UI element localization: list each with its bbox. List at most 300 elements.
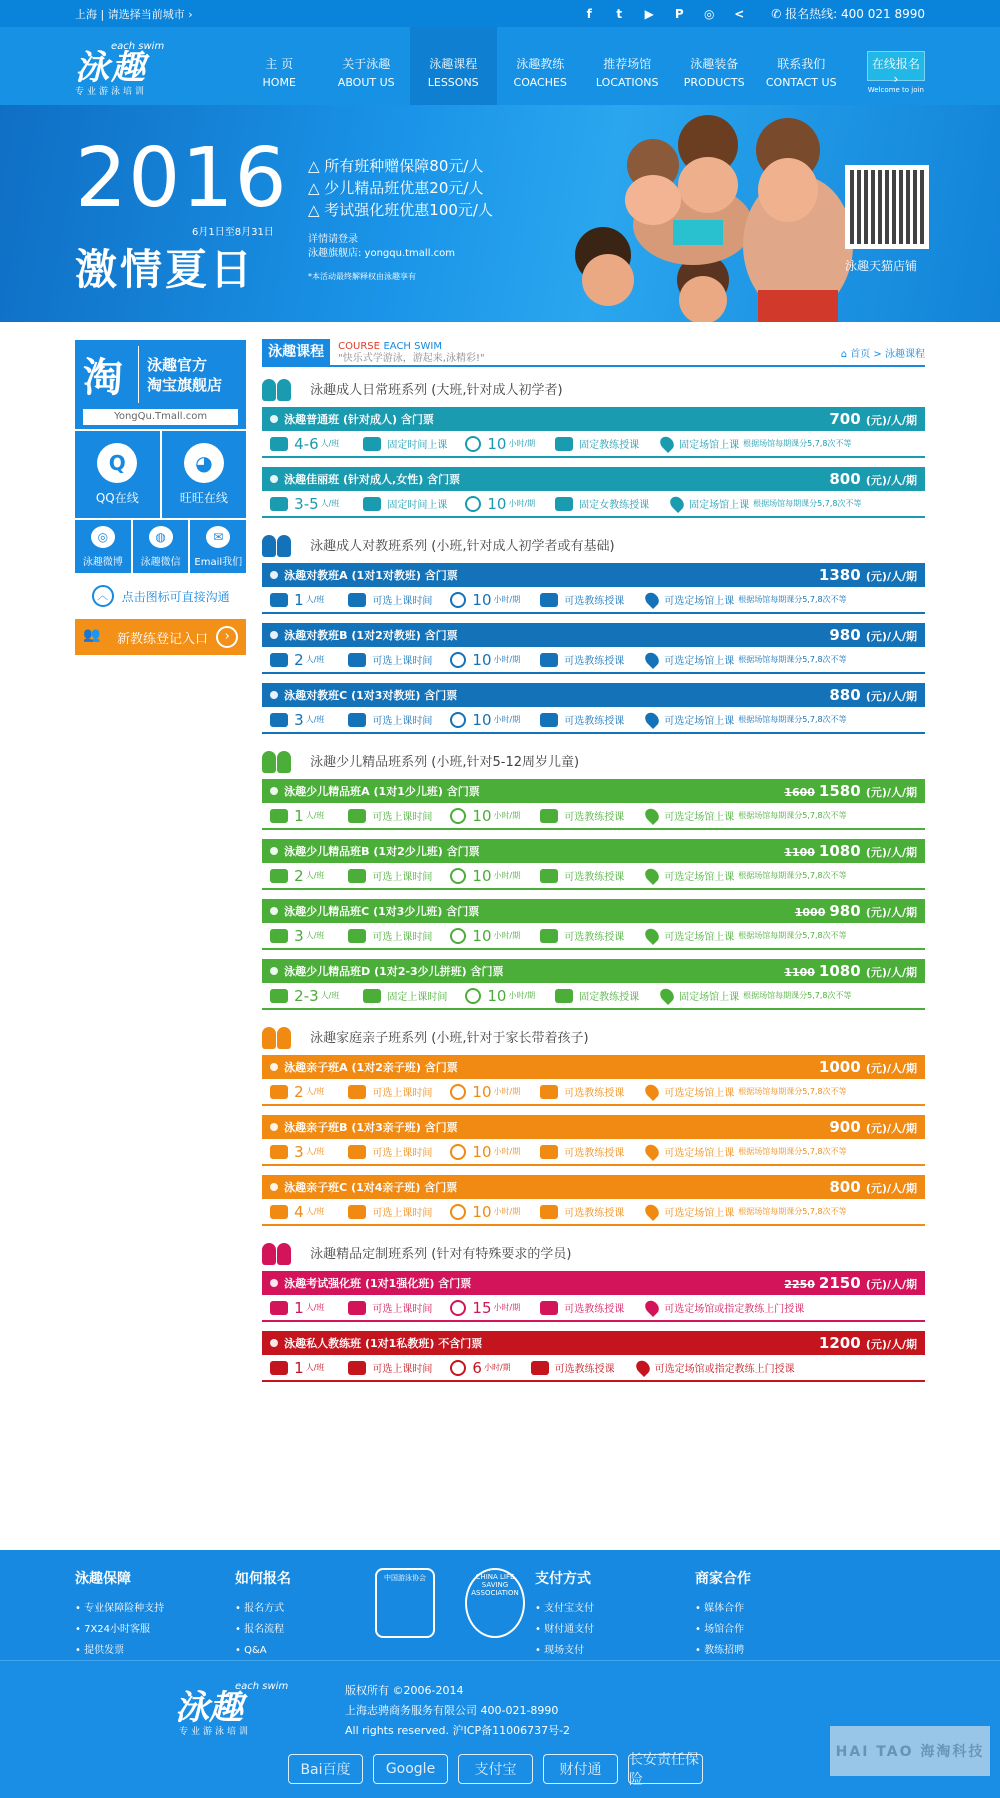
course-price-unit: (元)/人/期 [865, 1278, 917, 1291]
course-name: 泳趣考试强化班 (1对1强化班) 含门票 [284, 1277, 472, 1290]
course-price: 980 [829, 902, 861, 920]
detail-item [348, 928, 432, 943]
detail-item [348, 1300, 432, 1315]
partner-logo[interactable]: 长安责任保险 [628, 1754, 703, 1784]
footer-col-list [535, 1598, 695, 1661]
promo-banner[interactable] [0, 105, 1000, 322]
swimming-association-logo: 中国游泳协会 [375, 1568, 435, 1638]
weibo-button[interactable] [75, 520, 131, 573]
venue-tip: 根据场馆每期课分5,7,8次不等 [738, 931, 847, 940]
footer-logo [175, 1681, 315, 1741]
hours-unit: 小时/期 [508, 991, 536, 1000]
course-bar[interactable] [262, 563, 925, 587]
bullet-icon [270, 415, 278, 423]
coach-text: 固定教练授课 [579, 440, 640, 451]
swimmers-photo [533, 105, 893, 322]
main-nav [0, 27, 1000, 105]
nav-item-products[interactable] [671, 27, 758, 105]
location-pin-icon [643, 1142, 662, 1161]
series-title: 泳趣成人日常班系列 (大班,针对成人初学者) [310, 382, 563, 398]
detail-item [450, 1143, 520, 1161]
schedule-text: 可选上课时间 [372, 812, 433, 823]
detail-item [540, 928, 624, 943]
course-name: 泳趣对教班A (1对1对教班) 含门票 [284, 569, 458, 582]
qr-label: 泳趣天猫店铺 [845, 259, 918, 273]
footer-col-title: 泳趣保障 [75, 1571, 131, 1587]
course-price-wrap [795, 902, 917, 920]
course-price-unit: (元)/人/期 [865, 474, 917, 487]
course-price: 1200 [818, 1334, 861, 1352]
coach-text: 可选教练授课 [564, 1088, 625, 1099]
coach-text: 可选教练授课 [564, 872, 625, 883]
footer-link[interactable]: • 媒体合作 [695, 1598, 855, 1619]
course-bar[interactable] [262, 467, 925, 491]
footer-logo-en: each swim [235, 1681, 289, 1692]
course-details [262, 707, 925, 734]
coach-icon [540, 809, 558, 823]
course-card [262, 623, 925, 674]
calendar-icon [348, 1361, 366, 1375]
hours-unit: 小时/期 [493, 1207, 521, 1216]
people-icon [270, 1085, 288, 1099]
hours-value: 10 [472, 926, 492, 945]
copyright [345, 1681, 570, 1741]
logo-slogan: 专业游泳培训 [75, 87, 148, 97]
course-bar[interactable] [262, 779, 925, 803]
class-size-unit: 人/班 [320, 439, 340, 448]
venue-text: 可选定场馆或指定教练上门授课 [664, 1304, 805, 1315]
hours-value: 10 [487, 434, 507, 453]
partner-logo[interactable]: Google [373, 1754, 448, 1784]
venue-text: 可选定场馆上课 [664, 1208, 735, 1219]
course-bar[interactable] [262, 899, 925, 923]
course-name: 泳趣少儿精品班A (1对1少儿班) 含门票 [284, 785, 480, 798]
main [0, 322, 1000, 1391]
partner-logo[interactable]: Bai百度 [288, 1754, 363, 1784]
clock-icon [450, 1084, 466, 1100]
venue-text: 可选定场馆上课 [664, 812, 735, 823]
content [262, 340, 925, 1391]
calendar-icon [348, 1205, 366, 1219]
course-card [262, 683, 925, 734]
footer-link[interactable]: • 现场支付 [535, 1640, 695, 1661]
course-card [262, 1271, 925, 1322]
footer-col [535, 1568, 695, 1660]
detail-item [270, 711, 324, 729]
signup-label: 在线报名 › [871, 57, 920, 86]
nav-item-home[interactable] [236, 27, 323, 105]
coach-icon [540, 869, 558, 883]
wangwang-online-button[interactable] [162, 431, 247, 518]
twitter-icon[interactable]: t [616, 6, 623, 21]
detail-item [450, 1359, 510, 1377]
course-price-unit: (元)/人/期 [865, 690, 917, 703]
series-people-icon [262, 747, 300, 773]
course-card [262, 467, 925, 518]
weixin-label: 泳趣微信 [140, 557, 181, 568]
taobao-text: 泳趣官方 淘宝旗舰店 [147, 355, 223, 394]
class-size: 2-3 [294, 986, 319, 1005]
coach-icon [540, 713, 558, 727]
class-size-unit: 人/班 [305, 931, 325, 940]
footer-columns [75, 1550, 925, 1660]
course-price: 800 [829, 1178, 861, 1196]
footer-col-list [75, 1598, 235, 1661]
detail-item [646, 1300, 804, 1315]
footer-link[interactable]: • 教练招聘 [695, 1640, 855, 1661]
partner-logo[interactable]: 支付宝 [458, 1754, 533, 1784]
venue-text: 固定场馆上课 [689, 500, 750, 511]
venue-text: 可选定场馆上课 [664, 872, 735, 883]
series-heading [262, 1235, 925, 1269]
venue-text: 可选定场馆上课 [664, 716, 735, 727]
nav-item-en: LOCATIONS [595, 76, 659, 89]
nav-item-locations[interactable] [584, 27, 671, 105]
qq-online-button[interactable] [75, 431, 160, 518]
course-details [262, 491, 925, 518]
detail-item [348, 808, 432, 823]
top-bar [0, 0, 1000, 27]
people-icon [270, 1205, 288, 1219]
location-pin-icon [668, 494, 687, 513]
coach-text: 可选教练授课 [554, 1364, 615, 1375]
series-heading [262, 743, 925, 777]
class-size: 4-6 [294, 434, 319, 453]
bullet-icon [270, 1183, 278, 1191]
bullet-icon [270, 967, 278, 975]
venue-tip: 根据场馆每期课分5,7,8次不等 [738, 655, 847, 664]
bullet-icon [270, 571, 278, 579]
location-pin-icon [643, 1202, 662, 1221]
nav-item-cn: 泳趣教练 [516, 57, 565, 71]
weibo-icon[interactable]: ◎ [704, 6, 715, 21]
coach-icon [555, 497, 573, 511]
course-details [262, 803, 925, 830]
schedule-text: 固定时间上课 [387, 440, 448, 451]
detail-item [646, 1084, 846, 1099]
logo-cn: 泳趣 [75, 48, 147, 88]
bullet-icon [270, 907, 278, 915]
course-old-price: 1100 [784, 966, 815, 979]
hours-value: 10 [472, 1082, 492, 1101]
detail-item [531, 1360, 615, 1375]
email-button[interactable] [190, 520, 246, 573]
course-details [262, 1199, 925, 1226]
course-bar[interactable] [262, 1175, 925, 1199]
copy-line-2: 上海志骋商务服务有限公司 400-021-8990 [345, 1704, 559, 1717]
course-bar[interactable] [262, 623, 925, 647]
association-logos [375, 1568, 535, 1660]
weibo-icon: ◎ [91, 526, 115, 548]
qq-icon: Q [97, 443, 137, 483]
social-links [581, 6, 747, 22]
hours-unit: 小时/期 [493, 715, 521, 724]
clock-icon [450, 1144, 466, 1160]
class-size: 1 [294, 590, 304, 609]
coach-text: 可选教练授课 [564, 932, 625, 943]
schedule-text: 可选上课时间 [372, 872, 433, 883]
detail-item [646, 928, 846, 943]
people-icon [270, 653, 288, 667]
weixin-button[interactable] [133, 520, 189, 573]
hours-value: 10 [487, 494, 507, 513]
lifesaving-association-logo: CHINA LIFE SAVING ASSOCIATION [465, 1568, 525, 1638]
banner-note: *本活动最终解释权由泳趣享有 [308, 272, 416, 281]
course-bar[interactable] [262, 1331, 925, 1355]
course-bar[interactable] [262, 407, 925, 431]
partner-logos [288, 1752, 703, 1788]
venue-text: 可选定场馆上课 [664, 1148, 735, 1159]
nav-item-coaches[interactable] [497, 27, 584, 105]
course-price: 1080 [818, 962, 861, 980]
hours-unit: 小时/期 [493, 811, 521, 820]
class-size-unit: 人/班 [305, 1087, 325, 1096]
detail-item [465, 987, 535, 1005]
footer-link[interactable]: • Q&A [235, 1640, 395, 1661]
hours-unit: 小时/期 [493, 871, 521, 880]
pinterest-icon[interactable]: P [674, 6, 684, 21]
series-title: 泳趣家庭亲子班系列 (小班,针对于家长带着孩子) [310, 1030, 589, 1046]
course-card [262, 407, 925, 458]
course-price-wrap [784, 1274, 917, 1292]
course-price-unit: (元)/人/期 [865, 570, 917, 583]
footer-link[interactable]: • 支付宝支付 [535, 1598, 695, 1619]
banner-offers [308, 155, 493, 221]
clock-icon [450, 808, 466, 824]
footer-link[interactable]: • 7X24小时客服 [75, 1619, 235, 1640]
nav-item-contact-us[interactable] [758, 27, 845, 105]
hours-unit: 小时/期 [508, 499, 536, 508]
logo[interactable] [75, 27, 216, 105]
detail-item [540, 652, 624, 667]
course-name: 泳趣私人教练班 (1对1私教班) 不含门票 [284, 1337, 483, 1350]
venue-text: 可选定场馆上课 [664, 1088, 735, 1099]
course-card [262, 1055, 925, 1106]
coach-register-button[interactable] [75, 619, 246, 655]
each-swim-en: EACH SWIM [383, 341, 442, 352]
course-name: 泳趣少儿精品班C (1对3少儿班) 含门票 [284, 905, 480, 918]
course-old-price: 2250 [784, 1278, 815, 1291]
footer-logo-slogan: 专业游泳培训 [179, 1727, 252, 1737]
class-size: 4 [294, 1202, 304, 1221]
email-icon: ✉ [206, 526, 230, 548]
venue-tip: 根据场馆每期课分5,7,8次不等 [738, 595, 847, 604]
qq-label: QQ在线 [95, 491, 139, 505]
class-size: 3-5 [294, 494, 319, 513]
detail-item [270, 987, 339, 1005]
footer-col-title: 支付方式 [535, 1571, 591, 1587]
calendar-icon [348, 929, 366, 943]
banner-year: 2016 [75, 131, 288, 226]
course-bar[interactable] [262, 683, 925, 707]
people-icon [270, 1145, 288, 1159]
course-bar[interactable] [262, 1271, 925, 1295]
nav-item-lessons[interactable] [410, 27, 497, 105]
coach-text: 可选教练授课 [564, 596, 625, 607]
venue-text: 可选定场馆或指定教练上门授课 [654, 1364, 795, 1375]
detail-item [270, 1359, 324, 1377]
location-pin-icon [643, 926, 662, 945]
calendar-icon [348, 869, 366, 883]
class-size-unit: 人/班 [305, 715, 325, 724]
nav-item-cn: 推荐场馆 [603, 57, 652, 71]
detail-item [450, 1203, 520, 1221]
course-price-wrap [784, 842, 917, 860]
nav-item-about-us[interactable] [323, 27, 410, 105]
detail-item [450, 651, 520, 669]
detail-item [270, 591, 324, 609]
footer-link[interactable]: • 财付通支付 [535, 1619, 695, 1640]
course-details [262, 863, 925, 890]
location-pin-icon [643, 806, 662, 825]
bullet-icon [270, 1063, 278, 1071]
course-card [262, 959, 925, 1010]
detail-item [465, 435, 535, 453]
city-selector[interactable]: 上海 | 请选择当前城市 › [75, 7, 193, 21]
hours-unit: 小时/期 [493, 1147, 521, 1156]
location-pin-icon [643, 1082, 662, 1101]
footer-link[interactable]: • 提供发票 [75, 1640, 235, 1661]
course-price-unit: (元)/人/期 [865, 1182, 917, 1195]
course-bar[interactable] [262, 959, 925, 983]
people-icon [270, 1361, 288, 1375]
coach-icon [540, 653, 558, 667]
people-icon [270, 989, 288, 1003]
venue-tip: 根据场馆每期课分5,7,8次不等 [753, 499, 862, 508]
course-card [262, 779, 925, 830]
detail-item [661, 988, 851, 1003]
bullet-icon [270, 475, 278, 483]
course-header [262, 340, 925, 367]
class-size-unit: 人/班 [305, 1303, 325, 1312]
detail-item [348, 1360, 432, 1375]
course-details [262, 431, 925, 458]
people-icon [270, 869, 288, 883]
hours-value: 15 [472, 1298, 492, 1317]
group-icon: 👥 [83, 627, 101, 643]
location-pin-icon [643, 866, 662, 885]
facebook-icon[interactable]: f [586, 6, 592, 21]
course-name: 泳趣亲子班A (1对2亲子班) 含门票 [284, 1061, 458, 1074]
course-price-unit: (元)/人/期 [865, 846, 917, 859]
schedule-text: 固定时间上课 [387, 500, 448, 511]
detail-item [270, 495, 339, 513]
phone-icon: ✆ [771, 7, 786, 21]
bullet-icon [270, 787, 278, 795]
venue-text: 固定场馆上课 [679, 992, 740, 1003]
footer-col-list [235, 1598, 395, 1661]
course-old-price: 1600 [784, 786, 815, 799]
course-price: 900 [829, 1118, 861, 1136]
coach-icon [531, 1361, 549, 1375]
course-details [262, 1139, 925, 1166]
class-size-unit: 人/班 [305, 595, 325, 604]
course-name: 泳趣普通班 (针对成人) 含门票 [284, 413, 434, 426]
course-price-unit: (元)/人/期 [865, 414, 917, 427]
course-bar[interactable] [262, 1115, 925, 1139]
detail-item [270, 1143, 324, 1161]
share-icon[interactable]: < [734, 6, 745, 21]
footer-link[interactable]: • 专业保障险种支持 [75, 1598, 235, 1619]
series-people-icon [262, 1023, 300, 1049]
footer-col-list [695, 1598, 855, 1661]
detail-item [540, 808, 624, 823]
offer-1: △ 所有班种赠保障80元/人 [308, 157, 484, 175]
hotline [771, 5, 925, 22]
copy-line-1: 版权所有 ©2006-2014 [345, 1684, 464, 1697]
venue-tip: 根据场馆每期课分5,7,8次不等 [738, 1087, 847, 1096]
class-size-unit: 人/班 [305, 811, 325, 820]
coach-text: 可选教练授课 [564, 716, 625, 727]
location-pin-icon [658, 986, 677, 1005]
nav-item-en: HOME [262, 76, 296, 89]
venue-tip: 根据场馆每期课分5,7,8次不等 [743, 991, 852, 1000]
footer-logo-cn: 泳趣 [175, 1688, 243, 1728]
taobao-store-link[interactable] [75, 340, 246, 429]
info-2: 泳趣旗舰店: yongqu.tmall.com [308, 248, 456, 259]
partner-logo[interactable]: 财付通 [543, 1754, 618, 1784]
calendar-icon [348, 593, 366, 607]
clock-icon [465, 988, 481, 1004]
location-pin-icon [643, 710, 662, 729]
course-bar[interactable] [262, 839, 925, 863]
people-icon [270, 929, 288, 943]
course-bar[interactable] [262, 1055, 925, 1079]
breadcrumb[interactable] [841, 345, 925, 360]
footer-link[interactable]: • 场馆合作 [695, 1619, 855, 1640]
coach-icon [540, 1085, 558, 1099]
course-card [262, 1175, 925, 1226]
clock-icon [450, 592, 466, 608]
clock-icon [450, 1204, 466, 1220]
tmall-qr-code[interactable] [845, 165, 929, 249]
location-pin-icon [643, 650, 662, 669]
course-details [262, 587, 925, 614]
online-signup-button[interactable] [867, 51, 925, 94]
hours-unit: 小时/期 [493, 655, 521, 664]
footer-link[interactable]: • 报名方式 [235, 1598, 395, 1619]
schedule-text: 固定上课时间 [387, 992, 448, 1003]
footer-col-title: 商家合作 [695, 1571, 751, 1587]
detail-item [450, 591, 520, 609]
series-heading [262, 527, 925, 561]
course-price-unit: (元)/人/期 [865, 1122, 917, 1135]
course-card [262, 1115, 925, 1166]
detail-item [270, 1083, 324, 1101]
youtube-icon[interactable]: ▶ [644, 6, 654, 21]
class-size: 3 [294, 926, 304, 945]
footer-col [695, 1568, 855, 1660]
detail-item [540, 592, 624, 607]
hours-value: 10 [472, 866, 492, 885]
series-people-icon [262, 531, 300, 557]
detail-item [646, 1204, 846, 1219]
detail-item [555, 436, 639, 451]
schedule-text: 可选上课时间 [372, 596, 433, 607]
course-name: 泳趣对教班C (1对3对教班) 含门票 [284, 689, 458, 702]
footer-link[interactable]: • 报名流程 [235, 1619, 395, 1640]
detail-item [646, 1144, 846, 1159]
coach-icon [540, 1145, 558, 1159]
detail-item [450, 711, 520, 729]
hotline-text: 报名热线: 400 021 8990 [785, 7, 925, 21]
course-details [262, 983, 925, 1010]
bullet-icon [270, 691, 278, 699]
class-size-unit: 人/班 [305, 1147, 325, 1156]
location-pin-icon [633, 1358, 652, 1377]
venue-tip: 根据场馆每期课分5,7,8次不等 [738, 871, 847, 880]
series-heading [262, 1019, 925, 1053]
